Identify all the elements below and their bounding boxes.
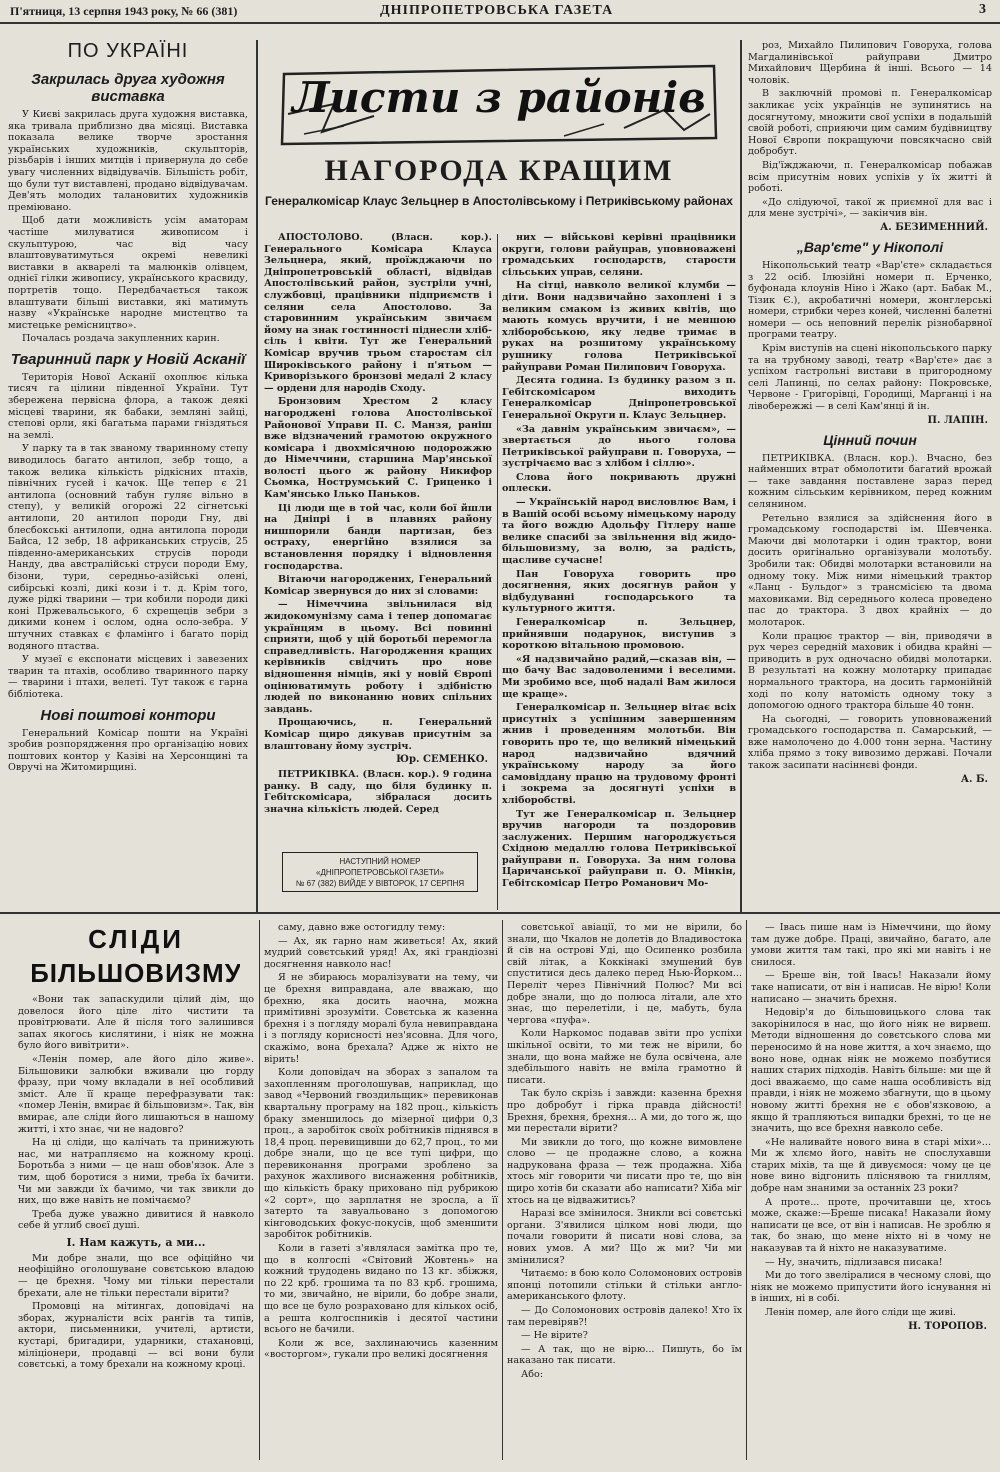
rule-bottom-1 [259, 920, 260, 1460]
next-issue-line2: «ДНІПРОПЕТРОВСЬКОЇ ГАЗЕТИ» [316, 868, 444, 877]
paragraph: Ми звикли до того, що кожне вимовлене слово — це продажне слово, а кожна надрукована фраза — теж продажна. Хіба хтось міг говорити чи писати про те, що він щиро хотів би сказати або написати? Хіба міг хтось на це відважитись? [507, 1136, 742, 1206]
paragraph: Бронзовим Хрестом 2 класу нагороджені голова Апостолівської Районової Управи П. С. Манзя, раніш вже відзначений грамотою окружного комісара і двохмісячною подорожжю до Німеччини, старшина Мар'янської волості цього ж району Никифор Сьомка, Нострумський С. Гриценко і Кам'янсько Ілько Паньков. [264, 396, 492, 501]
paragraph: «За давнім українським звичаєм», — звертається до нього голова Петриківської райуправи п. Говоруха, — зустрічаємо вас з хлібом і сіллю». [502, 423, 736, 470]
article-title: Закрилась друга художня виставка [31, 71, 225, 105]
paragraph: совєтської авіації, то ми не вірили, бо знали, що Чкалов не долетів до Владивостока й сів на острові Уді, що Осипенко розбила свій літак, а Коккінакі змушений був спуститися десь далеко перед Нью-Йорком... Переліт через Північний Полюс? Ми всі добре знали, що до полюса літали, але хто знає, що перелетіли, і це, мабуть, була чергова «пуфа». [507, 922, 742, 1026]
left-column [8, 40, 248, 910]
bottom-col-2 [264, 922, 498, 1464]
paragraph: Територія Нової Асканії охоплює кілька тисяч га цілини південної України. Тут збережена первісна флора, а також деякі місцеві тварини, як бабаки, земляні зайці, степові орли, які багатьма парами гніздяться на землі. [8, 371, 248, 441]
rule-bottom-3 [746, 920, 747, 1460]
headline: НАГОРОДА КРАЩИМ [324, 154, 674, 187]
paragraph: Недовір'я до більшовицького слова так закорінилося в нас, що його ніяк не вирвеш. Методи відношення до совєтського слова ми переносимо й на нове життя, а хоч знаємо, що воно нове, однак ніяк не можемо позбутися наших старих підходів. Навіть більше: ми ще й досі вважаємо, що саме наша особливість від правди, і ніяк не можемо збагнути, що в цьому новому житті брехня не є обов'язковою, а якщо й трапляються випадки брехні, то це не значить, що все брехня навколо себе. [751, 1007, 991, 1135]
paragraph: «Вони так запаскудили цілий дім, що довелося його ціле літо чистити та провітрювати. Але й після того залишився запах якогось кислятини, і ніяк не можна було його вивітрити». [18, 994, 254, 1052]
bottom-col-4 [751, 922, 991, 1464]
bottom-col-1 [18, 994, 254, 1464]
signature-semenko: Юр. СЕМЕНКО. [396, 754, 488, 766]
paragraph: Щоб дати можливість усім аматорам частіше милуватися живописом і скульптурою, час від часу влаштовуватимуться окремі невеликі виставки в акварелі та малюнків олівцем, однієї гілки живопису, українського красвиду, портретів тощо. Передбачається також влаштувати більші виставки, які матимуть назву «Українське народне мистецтво та мистецьке ремісництво». [8, 215, 248, 331]
center-col-1-text [264, 232, 492, 752]
paragraph: Генералкомісар п. Зельцнер, прийнявши подарунок, виступив з короткою вітальною промовою. [502, 617, 736, 652]
paragraph: В заключній промові п. Генералкомісар закликає усіх українців не зупинятись на досягнутому, множити свої успіхи в подальшій своїй роботі, сприяючи цим самим будівництву Нової Європи покращуючи повсякчасно свій добробут. [748, 88, 992, 158]
left-articles [8, 71, 248, 774]
paragraph: Коли ж все, захлинаючись казенним «восторгом», гукали про великі досягнення [264, 1337, 498, 1361]
paragraph: «Ленін помер, але його діло живе». Більшовики залюбки вживали цю горду фразу, при чому вкладали в неї особливий зміст. Але її краще перефразувати так: «помер Ленін, вмирає й більшовизм». Так, він вмирає, але сліди його лишаються в нашому житті, і хто знає, чи не надовго? [18, 1053, 254, 1135]
article-signature: А. Б. [960, 773, 988, 785]
article-title: „Вар'єте" у Нікополі [796, 238, 944, 255]
right-articles [748, 239, 992, 785]
paragraph: Прощаючись, п. Генеральний Комісар щиро дякував присутнім за влаштовану йому зустріч. [264, 717, 492, 752]
rule-bottom-divider [0, 912, 1000, 914]
center-col-2-text [502, 232, 736, 890]
paragraph: роз, Михайло Пилипович Говоруха, голова Магдалинівської райуправи Дмитро Михайлович Щербина й інші. Всього — 14 чоловік. [748, 40, 992, 86]
paragraph: «Я надзвичайно радий,—сказав він, — що бачу Вас задоволеними і веселими. Ми зробимо все, щоб надалі Вам жилося ще краще». [502, 653, 736, 700]
paragraph: ПЕТРИКІВКА. (Власн. кор.). 9 година ранку. В саду, що біля будинку п. Гебітскомісара, зібралася досить значна кількість людей. Серед [264, 769, 492, 815]
paragraph: — Бреше він, той Івась! Наказали йому таке написати, от він і написав. Не вірю! Коли написано — значить брехня. [751, 970, 991, 1005]
paragraph: А проте... проте, прочитавши це, хтось може, скаже:—Бреше писака! Наказали йому написати це все, от він і написав. Не зроблю я так, бо знаю, що мене ніхто ні в чому не наказував та й ніхто не наказуватиме. [751, 1196, 991, 1255]
page-number: 3 [979, 2, 986, 17]
paragraph: У Києві закрилась друга художня виставка, яка тривала приблизно два місяці. Виставка показала велике творче зростання українських художників, скульпторів, різьбарів і інших митців і привернула до себе увагу численних відвідувачів. Більшість робіт, що були тут виставлені, продано відвідувачам. Дев'ять молодих талановитих художників преміювано. [8, 109, 248, 213]
paragraph: Так було скрізь і завжди: казенна брехня про добробут і гірка правда дійсності! Брехня, брехня, брехня... А ми, до того ж, що ми перестали вірити? [507, 1088, 742, 1135]
article-title: Нові поштові контори [40, 706, 216, 724]
paragraph: Або: [521, 1368, 544, 1380]
next-issue-line3: № 67 (382) ВИЙДЕ У ВІВТОРОК, 17 СЕРПНЯ [295, 879, 465, 888]
signature-bezymennyi: А. БЕЗИМЕННИЙ. [880, 221, 988, 233]
paragraph: АПОСТОЛОВО. (Власн. кор.). Генерального Комісара Клауса Зельцнера, який, проїжджаючи по Дніпропетровській області, відвідав Апостолівський район, зустріли учні, службовці, працівники підприємств і селяни села Апостолово. За старовинним українським звичаєм йому на знак гостинності піднесли хліб-сіль і квіти. Тут же Генеральний Комісар вручив трьом старостам сіл Широківського району і п'ятьом — Криворізького бронзові медалі 2 класу — ордени для народів Сходу. [264, 232, 492, 394]
bottom-col-1-text [18, 994, 254, 1232]
paragraph: Почалась роздача закупленних карин. [22, 333, 220, 345]
paragraph: Коли працює трактор — він, приводячи в рух через середній маховик і обидва крайні — приводить в рух одночасно обидві молотарки. В результаті на кожну молотарку припадає нормального трактора, на досить гармонійній ході по колу натомість одному току з допомогою одного трактора більше 40 тонн. [748, 630, 992, 712]
article-title: Цінний почин [823, 431, 917, 448]
paragraph: Ленін помер, але його сліди ще живі. [765, 1307, 956, 1318]
paragraph: Треба дуже уважно дивитися й навколо себе й углиб своєї душі. [18, 1208, 254, 1232]
paragraph: Коли в газеті з'являлася замітка про те, що в колгоспі «Світовий Жовтень» на кожний трудодень видано по 13 кг. збіжжя, по 22 крб. грошима та по 83 крб. грошима, то ми, звичайно, не вірили, бо добре знали, що все це було розраховано для кількох осіб, а решта колгоспників і десятої частини всього не бачили. [264, 1243, 498, 1336]
paragraph: Від'їжджаючи, п. Генералкомісар побажав всім присутнім нових успіхів у їх житті й роботі. [748, 159, 992, 195]
paragraph: Генералкомісар п. Зельцнер вітає всіх присутніх з успішним завершенням жнив і проведенням молотьби. Він говорить про те, що великий німецький народ надзвичайно вдячний українському народу за його самовіддану працю на трудовому фронті і зокрема за досягнуті успіхи в хліборобстві. [502, 702, 736, 806]
paragraph: — До Соломонових островів далеко! Хто їх там перевіряв?! [507, 1305, 742, 1328]
section-heading-1: І. Нам кажуть, а ми... [66, 1235, 206, 1249]
paragraph: — Не вірите? [521, 1330, 588, 1342]
newspaper-name: ДНІПРОПЕТРОВСЬКА ГАЗЕТА [380, 3, 614, 18]
sledy-title-drawing [32, 920, 240, 990]
paragraph: Ці люди ще в той час, коли бої йшли на Дніпрі і в плавнях району нишпорили банди партизан, без остраху, енергійно взялися за встановлення порядку і відновлення господарства. [264, 502, 492, 572]
article-title: Тваринний парк у Новій Асканії [10, 350, 246, 368]
paragraph: У музеї є експонати місцевих і завезених тварин та птахів, особливо тваринного парку — тварини і птахи, велеті. Тут також є гарна бібліотека. [8, 654, 248, 700]
paragraph: Промовці на мітингах, доповідачі на зборах, журналісти всіх рангів та типів, актори, письменники, учителі, артисти, кустарі, бригадири, ударники, стахановці, міліціонери, продавці — всі вони були совєтські, а тому брехали на кожному кроці. [18, 1301, 254, 1371]
issue-date: П'ятниця, 13 серпня 1943 року, № 66 (381) [10, 4, 238, 18]
paragraph: — Німеччина звільнилася від жидокомунізму сама і тепер допомагає українцям в цьому. Всі повинні сприяти, щоб у цій боротьбі перемогла справедливість. Нагородження кращих керівників свідчить про нове відношення німців, які у новій Європі оцінюватимуть роботу і здібністю людей по виконанню нових спільних завдань. [264, 599, 492, 715]
banner-title: Листи з районів [292, 73, 706, 122]
center-col-1-tail [264, 769, 492, 815]
bottom-col-4-text [751, 922, 991, 1319]
paragraph: — Івась пише нам із Німеччини, що йому там дуже добре. Праці, звичайно, багато, але умови життя там такі, про які ми навіть і не снилося. [751, 922, 991, 968]
paragraph: Ретельно взялися за здійснення його в громадському господарстві ім. Шевченка. Маючи дві молотарки і один трактор, вони досить оригінально організували молотьбу. Зробили так: Обидві молотарки встановили на одному току. Між ними німецький трактор «Ланц - Бульдог» з трансмісією та двома маховиками. Від середнього колеса проведено пас до трактора. З двох крайніх — до молотарок. [748, 512, 992, 628]
paragraph: — Ах, як гарно нам живеться! Ах, який мудрий совєтський уряд! Ах, які грандіозні досягнення навколо нас! [264, 935, 498, 970]
paragraph: Наразі все змінилося. Зникли всі совєтські органи. З'явилися цілком нові люди, що почали говорити й писати нові слова, за нових умов. А ми? Що ж ми? Чи ми змінилися? [507, 1208, 742, 1266]
paragraph: Тут же Генералкомісар п. Зельцнер вручив нагороди та поздоровив заслужених. Першим нагороджується Східною медаллю голова Петриківської райуправи п. Говоруха. За ним голова Царичанської райуправи п. О. Мінкін, Гебітскомісар Петро Романович Мо- [502, 808, 736, 890]
center-col-2 [502, 232, 736, 908]
paragraph: Пан Говоруха говорить про досягнення, яких досягнув район у відбудуванні господарського та культурного життя. [502, 568, 736, 615]
paragraph: Крім виступів на сцені нікопольського парку та на трубному заводі, театр «Вар'єте» дає з успіхом гастрольні вистави в пригородному селі Лапинці, по селах району: Покровське, Червоне - Григорівці, Городищі, Марганці і на лівобережжі — в селі Кам'янці й ін. [748, 343, 992, 413]
paragraph: Генеральний Комісар пошти на Україні зробив розпорядження про організацію нових поштових контор у Казіві на Херсонщині та Овручі на Житомирщині. [8, 727, 248, 774]
paragraph: «Не наливайте нового вина в старі міхи»... Ми ж хлємо його, навіть не спослухавши старих міхів, та ще й дивуємося: чому це це нове вино відгонить пліснявою та гниллям, добре нам знаними за останніх 23 роки? [751, 1136, 991, 1195]
sledy-title [32, 920, 240, 990]
paragraph: Слова його покривають дружні оплески. [502, 471, 736, 495]
center-col-1 [264, 232, 492, 844]
paragraph: Я не збираюсь моралізувати на тему, чи це брехня виправдана, але вважаю, що брехню, яка досить наочна, можна примітивні зрозуміти. Совєтська ж казенна брехня і з погляду моралі була невиправдана і з погляду корисності нез'ясовна. Для чого, скажімо, вона брехала? Адже ж ніхто не вірить! [264, 972, 498, 1065]
rule-center [497, 234, 498, 910]
rule-bottom-2 [502, 920, 503, 1460]
subheadline: Генералкомісар Клаус Зельцнер в Апостолівському і Петриківському районах [265, 194, 733, 208]
paragraph: них — військові керівні працівники округи, голови райуправ, уповноважені громадських господарств, старости сільських управ, селяни. [502, 232, 736, 278]
bottom-col-3-text [507, 922, 742, 1381]
rule-right [740, 40, 742, 912]
paragraph: На ці сліди, що калічать та принижують нас, ми натрапляємо на кожному кроці. Боротьба з ними — це наш обов'язок. Але з тим, щоб боротися з ними, треба їх бачити. Чи ми завжди їх бачимо, чи так звикли до них, що вже навіть не помічаємо? [18, 1137, 254, 1207]
paragraph: саму, давно вже остогидлу тему: [278, 922, 446, 933]
paragraph: ПЕТРИКІВКА. (Власн. кор.). Вчасно, без найменших втрат обмолотити багатий врожай — таке завдання поставлене зараз перед кожним сільським керівником, перед кожним селянином. [748, 452, 992, 510]
next-issue-line1: НАСТУПНИЙ НОМЕР [339, 857, 421, 866]
paragraph: Ми до того звеліралися в чесному слові, що ніяк не можемо припустити його існування ні в інших, ні в собі. [751, 1270, 991, 1305]
banner-drawing [264, 44, 734, 152]
paragraph: Нікопольський театр «Вар'єте» складається з 22 осіб. Ілюзійні номери п. Ерченко, буфонада клоунів Ніно і Жако (арт. Бабак М., Тізик Є.), акробатичні номери, жонглерські номери, стрибки через коней, численні балетні номери — ось неповний перелік різнобарвної програми театру. [748, 259, 992, 341]
bottom-col-3 [507, 922, 742, 1464]
right-column [748, 40, 992, 910]
paragraph: На сьогодні, — говорить уповноважений громадського господарства п. Самарський, — вже намолочено до 4.000 тонн зерна. Частину хліба прямо з току вивозимо державі. Почали також засипати насіннєві фонди. [748, 713, 992, 772]
bottom-col-2-text [264, 922, 498, 1361]
right-intro [748, 40, 992, 220]
rule-left [256, 40, 258, 912]
sledy-title-line1: СЛІДИ [88, 924, 184, 954]
paragraph: У парку та в так званому тваринному степу виводилось багато антилоп, зебр тощо, а також велика кількість рідкісних птахів, північних гусей і качок. Ще тепер є 21 антилопа (основний табун гуляє вільно в степу), у великій огорожі 22 сігнетські антилопи, 20 антилоп породи Гну, дві блесбокські антилопи, одна антилопа породи Байса, 12 зебр, 18 африканських струсів, 25 південно-американських струсів породи Нанду, два австралійські струси породи Ему, бізони, тури, середньо-азійські олені, сибірські козлі, дикі кози і т. д. Крім того, дуже рідкі тварини — три кобили породи дикі коні Пржевальського, 6 схрещеців зебри з дикими конем і ослом, одна осло-зебра. У штучних ставках є фламінго і багато порід водяного птаства. [8, 443, 248, 652]
masthead [0, 0, 1000, 24]
article-signature: П. ЛАПІН. [927, 414, 988, 426]
paragraph: Вітаючи нагороджених, Генеральний Комісар звернувся до них зі словами: [264, 574, 492, 597]
rubric-banner [264, 44, 734, 152]
paragraph: На сітці, навколо великої клумби — діти. Вони надзвичайно захоплені і з великим смаком із живих квітів, що мають комусь вручити, і не меншою хліборобською, яку ледве тримає в руках на розшитому українському рушнику голова Петриківської райуправи Роман Пилипович Говоруха. [502, 280, 736, 373]
paragraph: Коли Наркомос подавав звіти про успіхи шкільної освіти, то ми теж не вірили, бо знали, що вона майже не була освічена, але здебільшого навіть не вміла грамотно й писати. [507, 1028, 742, 1086]
sledy-title-line2: БІЛЬШОВИЗМУ [32, 958, 240, 988]
paragraph: Десята година. Із будинку разом з п. Гебітскомісаром виходить Генералкомісар Дніпропетровської Генеральної Округи п. Клаус Зельцнер. [502, 375, 736, 421]
rubric-po-ukraini: ПО УКРАЇНІ [67, 40, 189, 62]
signature-toropov: Н. ТОРОПОВ. [908, 1320, 987, 1332]
paragraph: «До слідуючої, такої ж приємної для вас і для мене зустрічі», — закінчив він. [748, 196, 992, 220]
paragraph: — Ну, значить, підлизався писака! [765, 1256, 943, 1268]
bottom-col-1b-text [18, 1253, 254, 1371]
paragraph: Ми добре знали, що все офіційно чи неофіційно оголошуване совєтською владою — це брехня. Чому ми тільки перестали брехати, але не тільки перестали вірити? [18, 1252, 254, 1299]
next-issue-box [282, 852, 478, 892]
paragraph: Коли доповідач на зборах з запалом та захопленням проголошував, наприклад, що завод «Червоний гвоздильщик» перевиконав квартальну програму на 182 проц., кількість браку зменшилось до мізерної цифри 0,3 проц., а заробіток своїх робітників піднявся в 18,4 проц. перевищивши до 62,7 проц., то ми добре знали, що це все тупі цифри, що перевиконання програми зроблено за рахунок жахливого виснаження робітників, що кількість браку приховано під рубрикою «2 сорт», що зарплатня не зросла, а її затерто та завуальовано з допомогою кінговодських фокус-покусів, щоб зменшити заробіток робітників. [264, 1067, 498, 1241]
paragraph: — Українській народ висловлює Вам, і в Вашій особі всьому німецькому народу та його вождю Адольфу Гітлеру наше велике спасибі за звільнення від жидо-більшовизму, за волю, за радість, щасливе сучасне! [502, 497, 736, 567]
paragraph: — А так, що не вірю... Пишуть, бо їм наказано так писати. [507, 1343, 742, 1367]
paragraph: Читаємо: в бою коло Соломонових островів японці потопили стільки й стільки англо-американського флоту. [507, 1268, 742, 1303]
